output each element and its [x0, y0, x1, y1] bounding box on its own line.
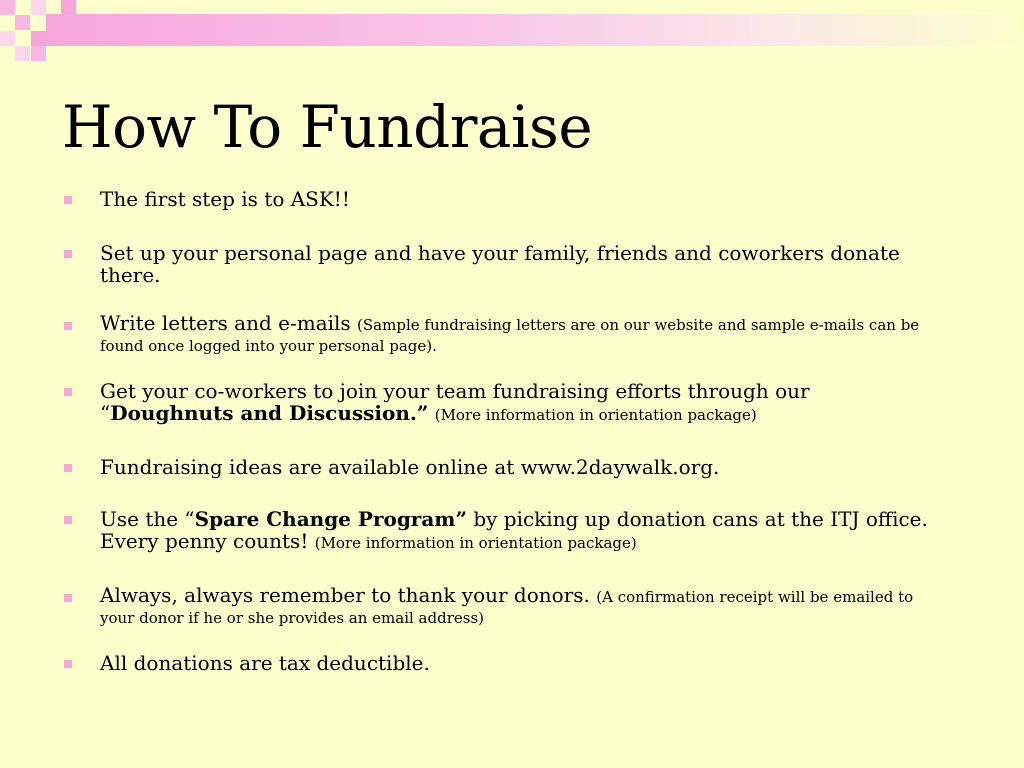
decor-square — [15, 46, 30, 61]
decor-square — [31, 0, 46, 15]
decor-square — [15, 15, 30, 30]
bullet-item — [62, 652, 942, 674]
bullet-text: Set up your personal page and have your family, friends and coworkers donate there. — [100, 241, 900, 287]
square-bullet-icon — [64, 594, 72, 602]
decor-square — [0, 31, 15, 46]
bullet-text: Always, always remember to thank your donors. — [100, 583, 590, 607]
decor-square — [31, 31, 46, 46]
header-gradient-band — [46, 14, 1024, 46]
square-bullet-icon — [64, 464, 72, 472]
decor-square — [31, 46, 46, 61]
bullet-item — [62, 188, 942, 210]
bullet-item — [62, 311, 942, 356]
square-bullet-icon — [64, 388, 72, 396]
bullet-note: (More information in orientation package) — [314, 534, 637, 552]
bullet-list — [62, 188, 942, 674]
bullet-text: Fundraising ideas are available online at www.2daywalk.org. — [100, 455, 720, 479]
bullet-item — [62, 583, 942, 628]
bullet-text: The first step is to ASK!! — [100, 187, 350, 211]
program-name: Spare Change Program” — [194, 507, 467, 531]
bullet-text: Get your co-workers to join your team fundraising efforts through our “ — [100, 379, 810, 425]
square-bullet-icon — [64, 196, 72, 204]
slide-title: How To Fundraise — [62, 93, 593, 161]
bullet-item — [62, 508, 942, 554]
bullet-note: (Sample fundraising letters are on our website and sample e-mails can be found once logged into your personal page). — [100, 316, 920, 355]
bullet-item — [62, 242, 942, 286]
square-bullet-icon — [64, 322, 72, 330]
header-decoration — [0, 0, 1024, 64]
program-name: Doughnuts and Discussion.” — [110, 401, 429, 425]
bullet-item — [62, 456, 942, 478]
square-bullet-icon — [64, 250, 72, 258]
decor-square — [0, 0, 15, 15]
bullet-text: Use the “ — [100, 507, 195, 531]
square-bullet-icon — [64, 516, 72, 524]
bullet-text: All donations are tax deductible. — [100, 651, 430, 675]
bullet-note: (A confirmation receipt will be emailed to your donor if he or she provides an email address) — [100, 588, 914, 627]
decor-square — [61, 0, 76, 15]
bullet-text: Write letters and e-mails — [100, 311, 351, 335]
bullet-note: (More information in orientation package) — [434, 406, 757, 424]
bullet-text: by picking up donation cans at the ITJ office. Every penny counts! — [100, 507, 928, 553]
square-bullet-icon — [64, 660, 72, 668]
bullet-item — [62, 380, 942, 426]
